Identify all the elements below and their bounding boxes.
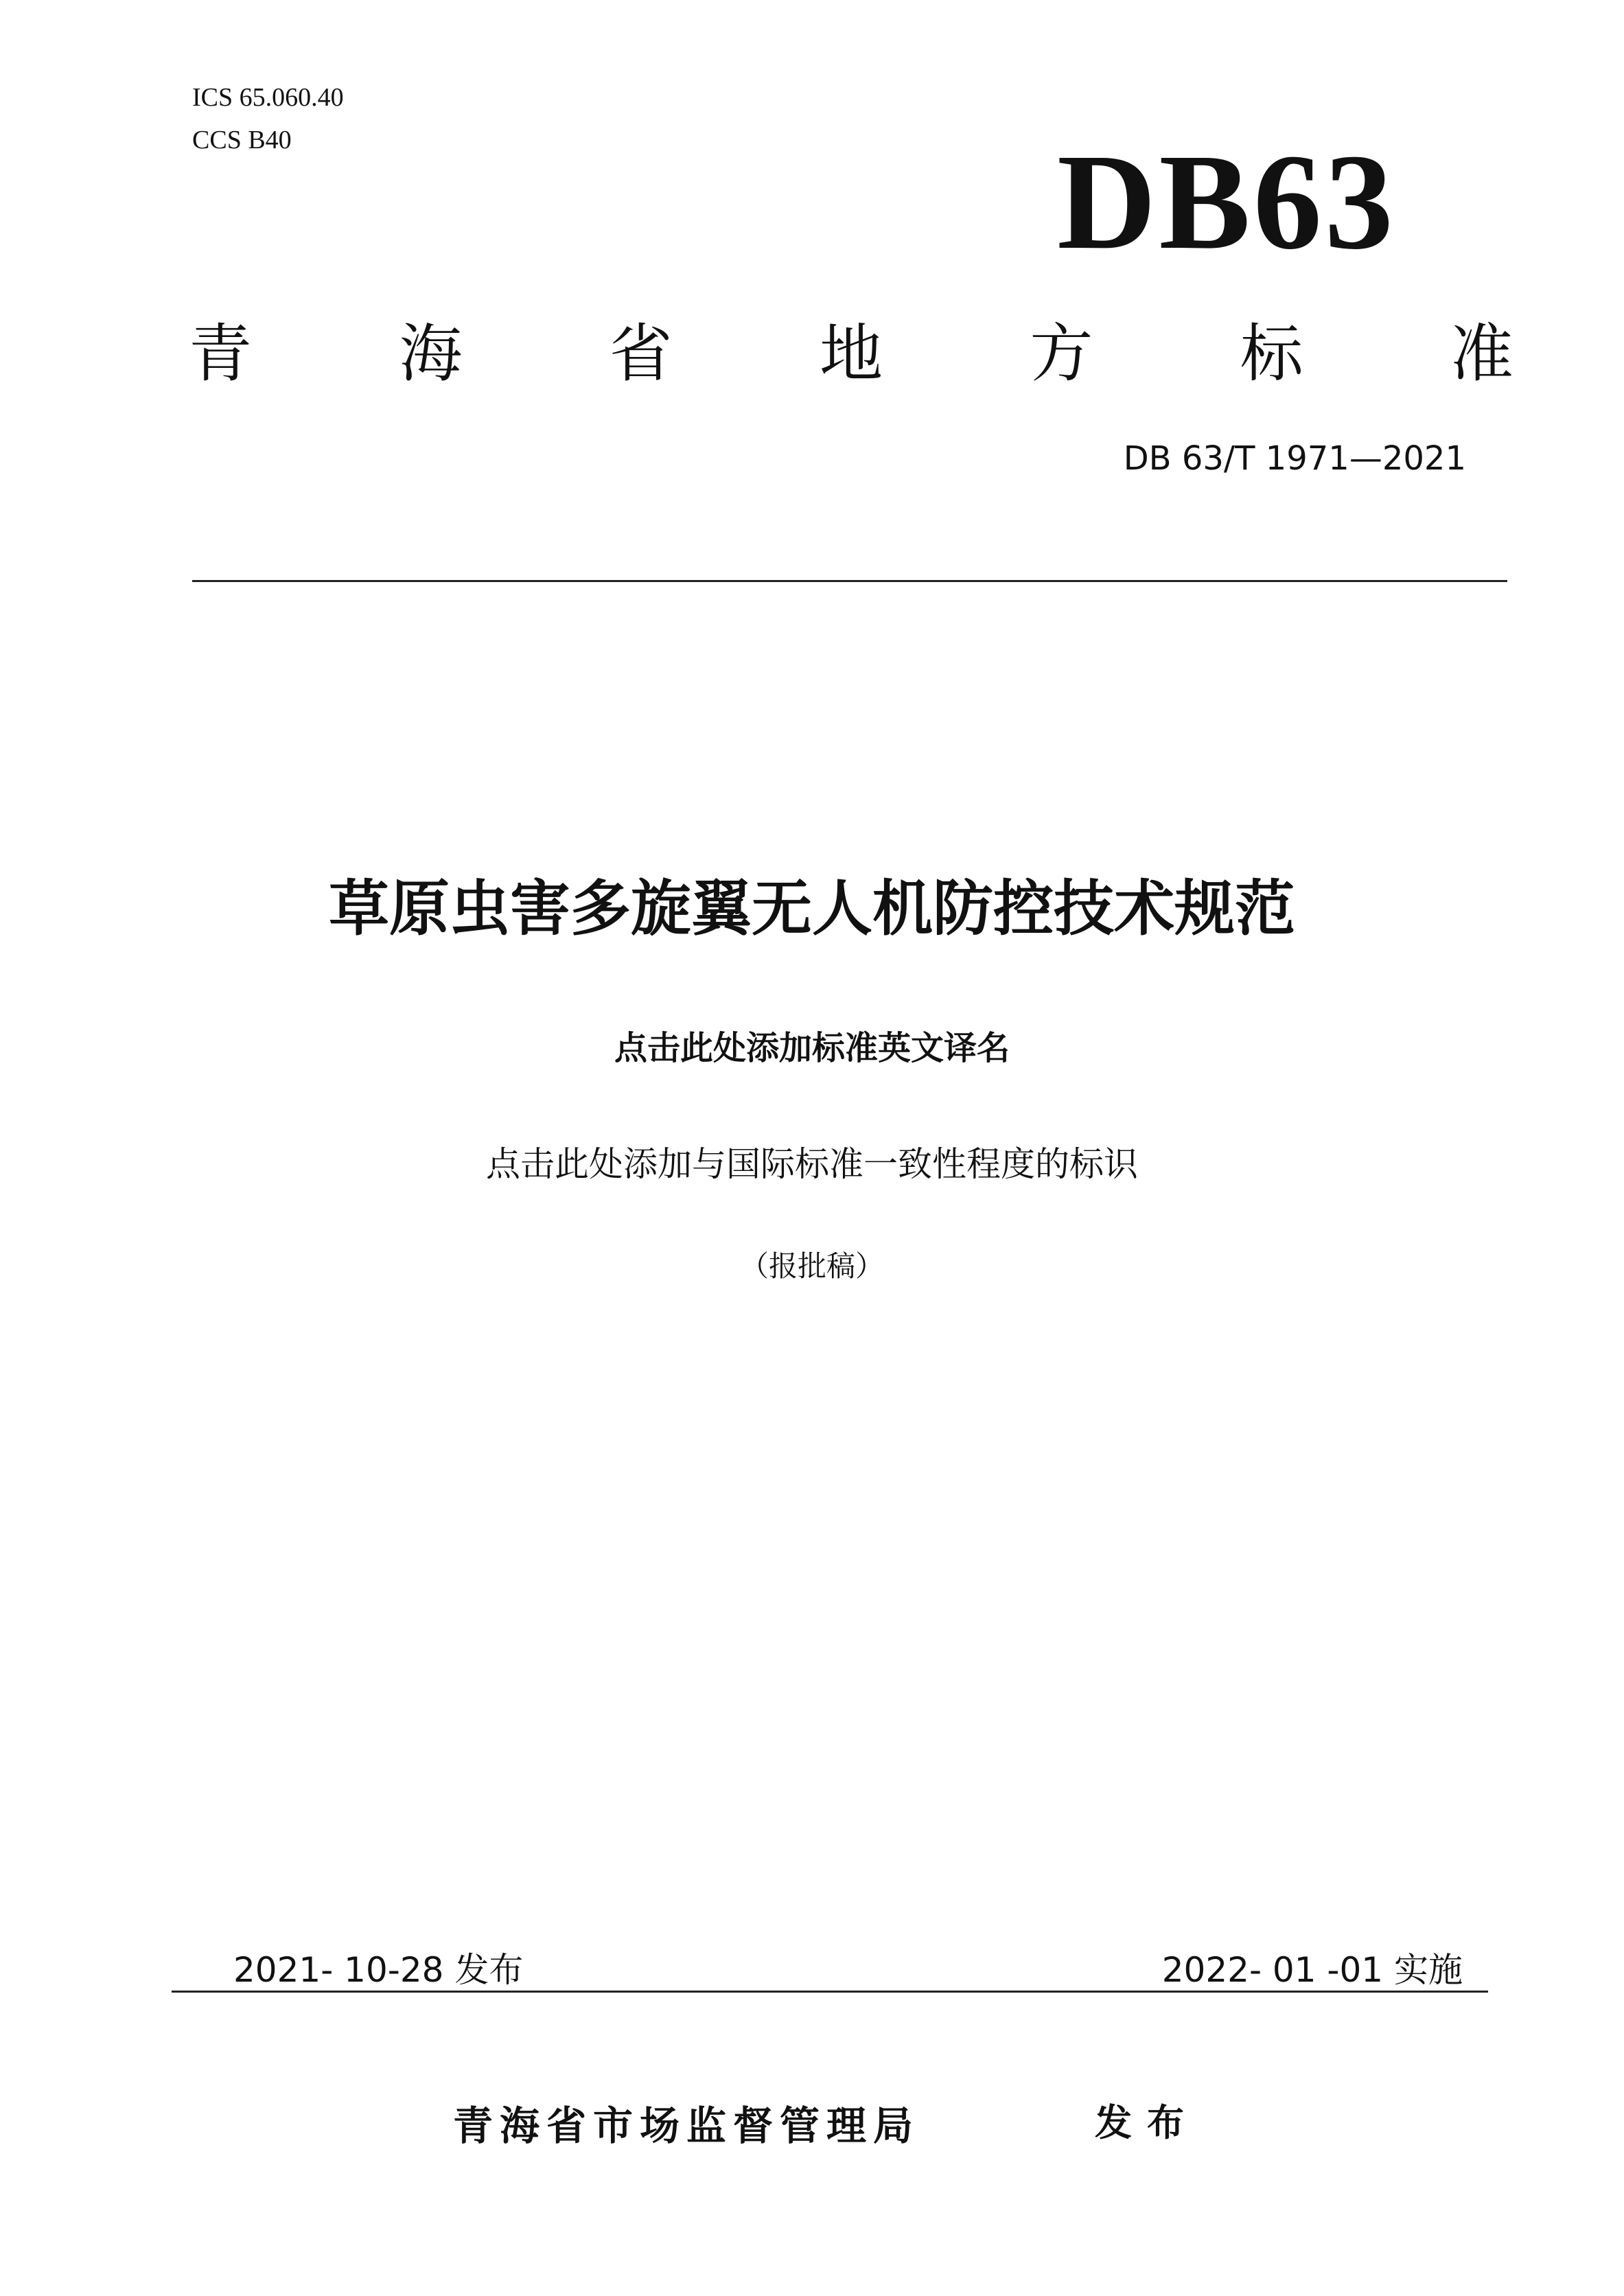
draft-status: （报批稿） [739, 1251, 884, 1283]
standard-type-char: 方 [1030, 317, 1093, 391]
english-title-placeholder[interactable]: 点击此处添加标准英文译名 [614, 1029, 1010, 1067]
standard-type-char: 海 [399, 317, 463, 391]
footer-divider [172, 1991, 1488, 1993]
document-title: 草原虫害多旋翼无人机防控技术规范 [328, 873, 1295, 944]
effective-date: 2022- 01 -01 实施 [1161, 1950, 1463, 1990]
standard-type-char: 青 [189, 317, 253, 391]
standard-type-char: 地 [819, 317, 883, 391]
ccs-code: CCS B40 [192, 126, 292, 154]
db-code-logo: DB63 [1057, 126, 1396, 278]
issuing-authority: 青海省市场监督管理局 [453, 2102, 920, 2149]
consistency-placeholder[interactable]: 点击此处添加与国际标准一致性程度的标识 [486, 1145, 1138, 1183]
ics-code: ICS 65.060.40 [192, 83, 344, 112]
standard-type-char: 标 [1240, 317, 1303, 391]
standard-type-char: 省 [609, 317, 673, 391]
standard-number: DB 63/T 1971—2021 [1123, 439, 1466, 478]
issue-label: 发布 [1095, 2101, 1199, 2144]
standard-type-heading [189, 317, 1513, 391]
publish-date: 2021- 10-28 发布 [233, 1950, 524, 1990]
standard-type-char: 准 [1450, 317, 1513, 391]
header-divider [192, 580, 1507, 582]
